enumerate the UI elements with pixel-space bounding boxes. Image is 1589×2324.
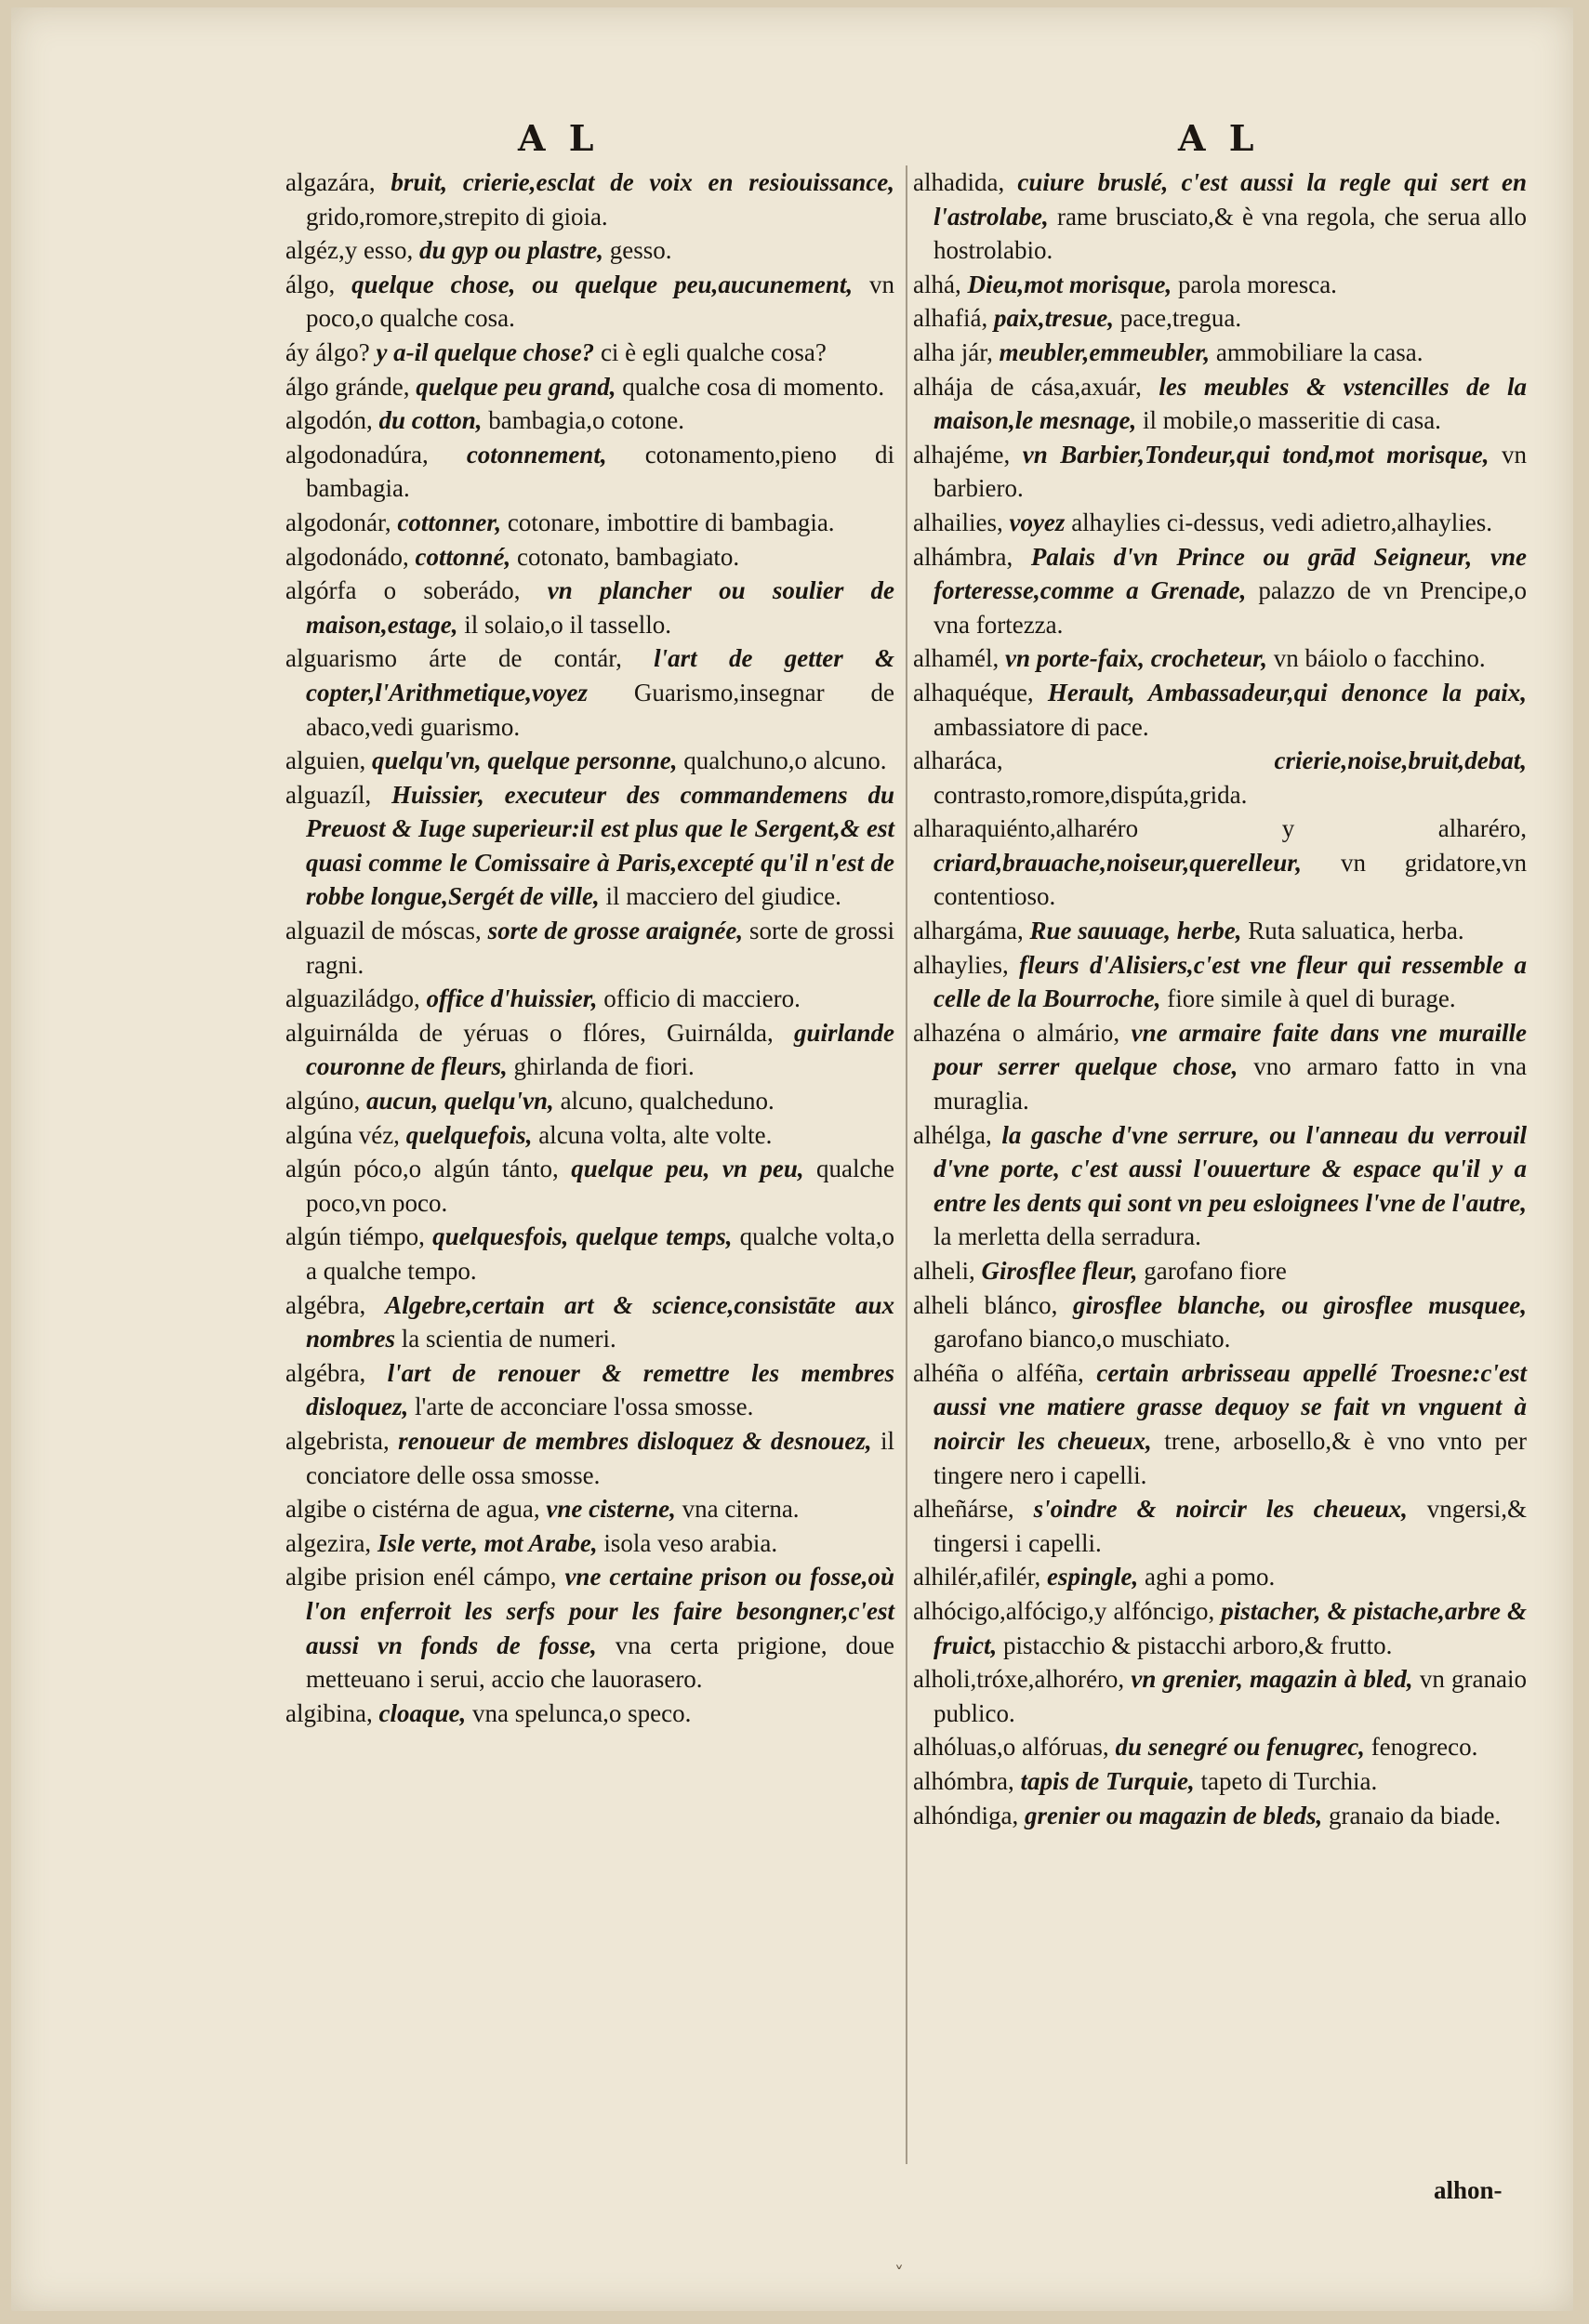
italian-gloss: rame brusciato,& è vna regola, che serua allo hostrolabio. xyxy=(934,202,1528,265)
dictionary-entry xyxy=(285,336,894,370)
french-gloss: quelque chose, ou quelque peu,aucunement, xyxy=(351,270,854,298)
french-gloss: quelquesfois, quelque temps, xyxy=(432,1222,733,1251)
headword: alheli, xyxy=(913,1257,975,1285)
dictionary-entry xyxy=(285,574,894,641)
french-gloss: espingle, xyxy=(1047,1563,1139,1591)
dictionary-entry xyxy=(285,1424,894,1492)
headword: alhómbra, xyxy=(913,1766,1014,1795)
french-gloss: s'oindre & noircir les cheueux, xyxy=(1033,1495,1408,1524)
italian-gloss: vn báiolo o facchino. xyxy=(1273,644,1486,673)
italian-gloss: gesso. xyxy=(609,236,672,265)
headword: áy álgo? xyxy=(285,337,370,366)
headword: álgo gránde, xyxy=(285,372,410,401)
italian-gloss: il conciatore delle ossa smosse. xyxy=(306,1426,895,1489)
dictionary-entry xyxy=(285,1220,894,1287)
headword: algún póco,o algún tánto, xyxy=(285,1155,559,1183)
running-header-left: A L xyxy=(518,117,600,159)
dictionary-entry xyxy=(285,1526,894,1561)
french-gloss: vn Barbier,Tondeur,qui tond,mot morisque, xyxy=(1022,440,1490,469)
french-gloss: grenier ou magazin de bleds, xyxy=(1024,1801,1323,1829)
french-gloss: Rue sauuage, herbe, xyxy=(1029,917,1242,945)
italian-gloss: qualchuno,o alcuno. xyxy=(683,746,887,775)
headword: alguaziládgo, xyxy=(285,984,420,1013)
french-gloss: du cotton, xyxy=(378,406,483,435)
headword: alhajéme, xyxy=(913,440,1011,469)
french-gloss: sorte de grosse araignée, xyxy=(487,917,744,945)
french-gloss: quelque peu grand, xyxy=(416,372,616,401)
right-column xyxy=(913,165,1527,1832)
italian-gloss: garofano bianco,o muschiato. xyxy=(934,1325,1231,1353)
headword: alhamél, xyxy=(913,644,1000,673)
headword: alhócigo,alfócigo,y alfóncigo, xyxy=(913,1596,1215,1625)
italian-gloss: qualche poco,vn poco. xyxy=(306,1155,894,1217)
italian-gloss: fiore simile à quel di burage. xyxy=(1167,984,1456,1013)
french-gloss: paix,tresue, xyxy=(993,304,1114,333)
column-divider xyxy=(906,165,907,2164)
italian-gloss: la merletta della serradura. xyxy=(934,1222,1201,1251)
italian-gloss: garofano fiore xyxy=(1144,1257,1287,1285)
dictionary-entry xyxy=(285,744,894,778)
french-gloss: vn porte-faix, crocheteur, xyxy=(1004,644,1267,673)
dictionary-entry xyxy=(913,438,1527,506)
french-gloss: Palais d'vn Prince ou grād Seigneur, vne forteresse,comme a Grenade, xyxy=(934,542,1527,605)
headword: algibina, xyxy=(285,1698,373,1727)
headword: alhafiá, xyxy=(913,304,988,333)
dictionary-entry xyxy=(285,1118,894,1153)
italian-gloss: contrasto,romore,dispúta,grida. xyxy=(934,780,1248,809)
dictionary-entry xyxy=(913,165,1527,268)
dictionary-entry xyxy=(913,370,1527,438)
french-gloss: Isle verte, mot Arabe, xyxy=(377,1528,598,1557)
french-gloss: la gasche d'vne serrure, ou l'anneau du verrouil d'vne porte, c'est aussi l'ouuerture & espace qu'il y a entre les dents qui sont vn peu esloignees l'vne de l'autre, xyxy=(934,1120,1528,1217)
dictionary-entry xyxy=(913,1799,1527,1833)
italian-gloss: il macciero del giudice. xyxy=(605,882,841,911)
headword: alhadida, xyxy=(913,168,1005,196)
headword: alheñárse, xyxy=(913,1495,1014,1524)
dictionary-entry xyxy=(913,641,1527,676)
headword: alguien, xyxy=(285,746,366,775)
french-gloss: y a-il quelque chose? xyxy=(376,337,595,366)
dictionary-entry xyxy=(285,982,894,1016)
italian-gloss: vno armaro fatto in vna muraglia. xyxy=(934,1052,1528,1116)
dictionary-entry xyxy=(913,812,1527,914)
italian-gloss: sorte de grossi ragni. xyxy=(306,917,895,979)
headword: algébra, xyxy=(285,1290,366,1319)
headword: alhazéna o almário, xyxy=(913,1018,1120,1047)
dictionary-entry xyxy=(285,370,894,404)
italian-gloss: vn granaio publico. xyxy=(934,1665,1528,1727)
french-gloss: aucun, quelqu'vn, xyxy=(366,1087,554,1116)
dictionary-entry xyxy=(285,1152,894,1220)
french-gloss: quelquefois, xyxy=(405,1120,533,1149)
french-gloss: quelque peu, vn peu, xyxy=(571,1155,804,1183)
italian-gloss: vna citerna. xyxy=(682,1495,800,1524)
headword: algibe o cistérna de agua, xyxy=(285,1495,540,1524)
headword: alguazil de móscas, xyxy=(285,917,482,945)
headword: algórfa o soberádo, xyxy=(285,576,521,605)
italian-gloss: isola veso arabia. xyxy=(603,1528,778,1557)
italian-gloss: pace,tregua. xyxy=(1119,304,1242,333)
italian-gloss: alhaylies ci-dessus, vedi adietro,alhaylies. xyxy=(1071,508,1493,536)
page xyxy=(11,7,1573,2311)
dictionary-entry xyxy=(913,1356,1527,1492)
headword: algibe prision enél cámpo, xyxy=(285,1563,557,1591)
italian-gloss: ambassiatore di pace. xyxy=(934,712,1149,741)
italian-gloss: ghirlanda de fiori. xyxy=(513,1052,695,1081)
italian-gloss: cotonare, imbottire di bambagia. xyxy=(507,508,835,536)
headword: algéz,y esso, xyxy=(285,236,414,265)
headword: algúno, xyxy=(285,1087,361,1116)
dictionary-entry xyxy=(285,165,894,233)
dictionary-entry xyxy=(913,1492,1527,1560)
french-gloss: cloaque, xyxy=(378,1698,467,1727)
french-gloss: bruit, crierie,esclat de voix en resiouissance, xyxy=(391,168,894,196)
italian-gloss: cotonamento,pieno di bambagia. xyxy=(306,440,894,503)
italian-gloss: il solaio,o il tassello. xyxy=(464,610,672,639)
french-gloss: Dieu,mot morisque, xyxy=(967,270,1172,298)
headword: algodonár, xyxy=(285,508,391,536)
french-gloss: vne certaine prison ou fosse,où l'on enferroit les serfs pour les faire besongner,c'est aussi vn fonds de fosse, xyxy=(306,1563,894,1659)
headword: alhélga, xyxy=(913,1120,992,1149)
dictionary-entry xyxy=(285,438,894,506)
dictionary-entry xyxy=(285,1084,894,1118)
dictionary-entry xyxy=(913,1730,1527,1764)
italian-gloss: parola moresca. xyxy=(1178,270,1337,298)
french-gloss: guirlande couronne de fleurs, xyxy=(306,1018,894,1081)
headword: alhilér,afilér, xyxy=(913,1563,1041,1591)
french-gloss: Algebre,certain art & science,consistāte aux nombres xyxy=(306,1290,894,1353)
dictionary-entry xyxy=(913,268,1527,302)
headword: algodonadúra, xyxy=(285,440,429,469)
headword: alhaquéque, xyxy=(913,678,1034,706)
italian-gloss: vna certa prigione, doue metteuano i serui, accio che lauorasero. xyxy=(306,1631,894,1694)
italian-gloss: trene, arbosello,& è vno vnto per tingere nero i capelli. xyxy=(934,1426,1527,1489)
italian-gloss: officio di macciero. xyxy=(603,984,801,1013)
french-gloss: quelqu'vn, quelque personne, xyxy=(371,746,678,775)
french-gloss: renoueur de membres disloquez & desnouez, xyxy=(398,1426,872,1455)
italian-gloss: alcuno, qualcheduno. xyxy=(560,1087,775,1116)
dictionary-entry xyxy=(913,336,1527,370)
headword: alhéña o alféña, xyxy=(913,1358,1084,1387)
italian-gloss: palazzo de vn Prencipe,o vna fortezza. xyxy=(934,576,1528,639)
dictionary-entry xyxy=(913,948,1527,1016)
french-gloss: vne cisterne, xyxy=(546,1495,676,1524)
dictionary-entry xyxy=(913,1254,1527,1288)
headword: alhargáma, xyxy=(913,917,1024,945)
french-gloss: voyez xyxy=(1009,508,1066,536)
french-gloss: vn grenier, magazin à bled, xyxy=(1131,1665,1413,1694)
dictionary-entry xyxy=(285,540,894,574)
french-gloss: Huissier, executeur des commandemens du Preuost & Iuge superieur:il est plus que le Sergent,& est quasi comme le Comissaire à Paris,excepté qu'il n'est de robbe longue,Sergét de ville, xyxy=(306,780,894,911)
headword: alhóluas,o alfóruas, xyxy=(913,1733,1109,1762)
french-gloss: du gyp ou plastre, xyxy=(418,236,603,265)
headword: alhá, xyxy=(913,270,961,298)
dictionary-entry xyxy=(913,506,1527,540)
italian-gloss: Ruta saluatica, herba. xyxy=(1248,917,1464,945)
headword: alhóndiga, xyxy=(913,1801,1019,1829)
headword: alguirnálda de yéruas o flóres, Guirnálda, xyxy=(285,1018,774,1047)
headword: alhailies, xyxy=(913,508,1003,536)
italian-gloss: grido,romore,strepito di gioia. xyxy=(306,202,608,231)
headword: alheli blánco, xyxy=(913,1290,1058,1319)
dictionary-entry xyxy=(285,1288,894,1356)
italian-gloss: qualche cosa di momento. xyxy=(622,372,885,401)
footer-mark: ˅ xyxy=(894,2262,904,2284)
italian-gloss: ci è egli qualche cosa? xyxy=(600,337,827,366)
italian-gloss: vn poco,o qualche cosa. xyxy=(306,270,895,333)
french-gloss: certain arbrisseau appellé Troesne:c'est aussi vne matiere grasse dequoy se fait vn vnguent à noircir les cheueux, xyxy=(934,1358,1527,1455)
french-gloss: vne armaire faite dans vne muraille pour serrer quelque chose, xyxy=(934,1018,1527,1081)
dictionary-entry xyxy=(285,403,894,438)
dictionary-entry xyxy=(285,1016,894,1084)
dictionary-entry xyxy=(913,1560,1527,1594)
italian-gloss: qualche volta,o a qualche tempo. xyxy=(306,1222,895,1285)
italian-gloss: vngersi,& tingersi i capelli. xyxy=(934,1495,1528,1557)
headword: álgo, xyxy=(285,270,336,298)
headword: algazára, xyxy=(285,168,376,196)
headword: alhája de cása,axuár, xyxy=(913,372,1142,401)
headword: algebrista, xyxy=(285,1426,390,1455)
dictionary-entry xyxy=(285,641,894,744)
french-gloss: les meubles & vstencilles de la maison,le mesnage, xyxy=(934,372,1528,435)
french-gloss: girosflee blanche, ou girosflee musquee, xyxy=(1072,1290,1527,1319)
french-gloss: vn plancher ou soulier de maison,estage, xyxy=(306,576,895,639)
dictionary-entry xyxy=(913,1764,1527,1799)
french-gloss: Girosflee fleur, xyxy=(981,1257,1138,1285)
running-header-right: A L xyxy=(1178,117,1260,159)
dictionary-entry xyxy=(285,1492,894,1526)
headword: algúna véz, xyxy=(285,1120,400,1149)
dictionary-entry xyxy=(913,1016,1527,1118)
headword: alha jár, xyxy=(913,337,993,366)
french-gloss: l'art de renouer & remettre les membres disloquez, xyxy=(306,1358,894,1421)
dictionary-entry xyxy=(913,1288,1527,1356)
dictionary-entry xyxy=(285,268,894,336)
catchword: alhon- xyxy=(1434,2176,1503,2204)
italian-gloss: Guarismo,insegnar de abaco,vedi guarismo. xyxy=(306,678,895,741)
french-gloss: cotonnement, xyxy=(466,440,607,469)
dictionary-entry xyxy=(285,1356,894,1424)
french-gloss: fleurs d'Alisiers,c'est vne fleur qui ressemble a celle de la Bourroche, xyxy=(934,950,1528,1013)
italian-gloss: bambagia,o cotone. xyxy=(488,406,684,435)
dictionary-entry xyxy=(913,676,1527,744)
headword: algébra, xyxy=(285,1358,366,1387)
italian-gloss: il mobile,o masseritie di casa. xyxy=(1143,406,1441,435)
dictionary-entry xyxy=(913,1118,1527,1254)
headword: alguarismo árte de contár, xyxy=(285,644,622,673)
dictionary-entry xyxy=(285,778,894,914)
headword: alharaquiénto,alharéro y alharéro, xyxy=(913,814,1527,843)
french-gloss: Herault, Ambassadeur,qui denonce la paix, xyxy=(1047,678,1527,706)
italian-gloss: vna spelunca,o speco. xyxy=(471,1698,692,1727)
left-column xyxy=(285,165,894,1730)
french-gloss: cottonner, xyxy=(397,508,502,536)
italian-gloss: tapeto di Turchia. xyxy=(1200,1766,1378,1795)
headword: algodonádo, xyxy=(285,542,409,571)
italian-gloss: granaio da biade. xyxy=(1329,1801,1502,1829)
french-gloss: l'art de getter & copter,l'Arithmetique,voyez xyxy=(306,644,894,706)
dictionary-entry xyxy=(285,233,894,268)
dictionary-entry xyxy=(913,1662,1527,1730)
italian-gloss: vn barbiero. xyxy=(934,440,1528,503)
headword: algún tiémpo, xyxy=(285,1222,425,1251)
french-gloss: crierie,noise,bruit,debat, xyxy=(1274,746,1527,775)
dictionary-entry xyxy=(285,506,894,540)
italian-gloss: fenogreco. xyxy=(1371,1733,1478,1762)
french-gloss: du senegré ou fenugrec, xyxy=(1115,1733,1365,1762)
headword: alhámbra, xyxy=(913,542,1013,571)
italian-gloss: la scientia de numeri. xyxy=(401,1325,616,1353)
italian-gloss: aghi a pomo. xyxy=(1145,1563,1276,1591)
italian-gloss: alcuna volta, alte volte. xyxy=(538,1120,773,1149)
headword: alharáca, xyxy=(913,746,1003,775)
dictionary-entry xyxy=(285,914,894,982)
italian-gloss: l'arte de acconciare l'ossa smosse. xyxy=(415,1393,754,1421)
italian-gloss: pistacchio & pistacchi arboro,& frutto. xyxy=(1003,1631,1393,1659)
dictionary-entry xyxy=(913,301,1527,336)
headword: alhaylies, xyxy=(913,950,1009,979)
french-gloss: meubler,emmeubler, xyxy=(999,337,1211,366)
dictionary-entry xyxy=(913,744,1527,812)
dictionary-entry xyxy=(913,1594,1527,1662)
italian-gloss: ammobiliare la casa. xyxy=(1215,337,1423,366)
dictionary-entry xyxy=(913,914,1527,948)
french-gloss: cuiure bruslé, c'est aussi la regle qui sert en l'astrolabe, xyxy=(934,168,1528,231)
italian-gloss: vn gridatore,vn contentioso. xyxy=(934,848,1528,911)
headword: algodón, xyxy=(285,406,373,435)
headword: alholi,tróxe,alhoréro, xyxy=(913,1665,1125,1694)
french-gloss: criard,brauache,noiseur,querelleur, xyxy=(934,848,1303,877)
french-gloss: cottonné, xyxy=(415,542,511,571)
italian-gloss: cotonato, bambagiato. xyxy=(517,542,740,571)
headword: alguazíl, xyxy=(285,780,372,809)
dictionary-entry xyxy=(285,1560,894,1696)
french-gloss: tapis de Turquie, xyxy=(1020,1766,1195,1795)
dictionary-entry xyxy=(285,1697,894,1731)
french-gloss: office d'huissier, xyxy=(426,984,598,1013)
french-gloss: pistacher, & pistache,arbre & fruict, xyxy=(934,1596,1528,1659)
dictionary-entry xyxy=(913,540,1527,642)
headword: algezira, xyxy=(285,1528,372,1557)
